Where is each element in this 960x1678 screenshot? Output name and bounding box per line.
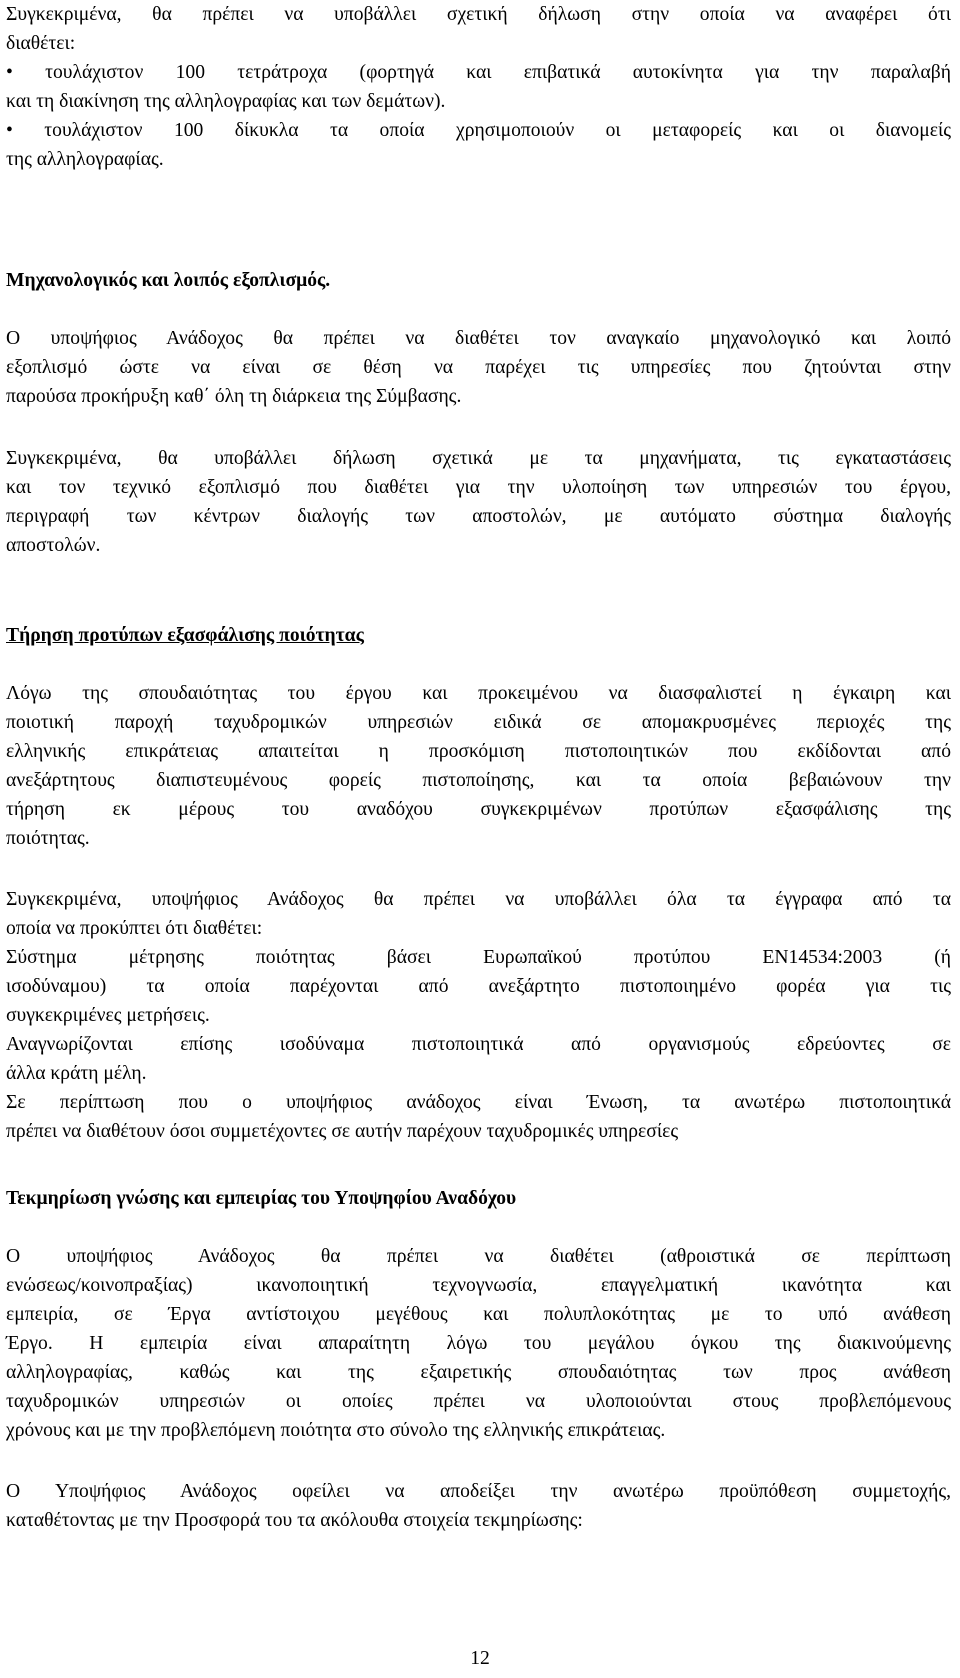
- quality-paragraph-1: [6, 679, 951, 853]
- section-heading-quality: [6, 621, 951, 650]
- text-line: περιγραφή των κέντρων διαλογής των αποστολών, με αυτόματο σύστημα διαλογής: [6, 506, 951, 527]
- bullet-item-line: και τη διακίνηση της αλληλογραφίας και των δεμάτων).: [6, 91, 446, 112]
- text-line: Ο Υποψήφιος Ανάδοχος οφείλει να αποδείξει την ανωτέρω προϋπόθεση συμμετοχής,: [6, 1481, 951, 1502]
- bullet-item-line: • τουλάχιστον 100 τετράτροχα (φορτηγά και επιβατικά αυτοκίνητα για την παραλαβή: [6, 62, 951, 83]
- text-line: εξοπλισμό ώστε να είναι σε θέση να παρέχει τις υπηρεσίες που ζητούνται στην: [6, 357, 951, 378]
- text-line: οποία να προκύπτει ότι διαθέτει:: [6, 918, 263, 939]
- text-line: Έργο. Η εμπειρία είναι απαραίτητη λόγω του μεγάλου όγκου της διακινούμενης: [6, 1333, 951, 1354]
- section-heading-experience: Τεκμηρίωση γνώσης και εμπειρίας του Υποψηφίου Αναδόχου: [6, 1188, 517, 1209]
- text-line: Ο υποψήφιος Ανάδοχος θα πρέπει να διαθέτει (αθροιστικά σε περίπτωση: [6, 1246, 951, 1267]
- text-line: ποιοτική παροχή ταχυδρομικών υπηρεσιών ειδικά σε απομακρυσμένες περιοχές της: [6, 712, 951, 733]
- text-line: ισοδύναμου) τα οποία παρέχονται από ανεξάρτητο πιστοποιημένο φορέα για τις: [6, 976, 951, 997]
- text-line: ποιότητας.: [6, 828, 90, 849]
- text-line: παρούσα προκήρυξη καθ΄ όλη τη διάρκεια της Σύμβασης.: [6, 386, 462, 407]
- equipment-paragraph-2: [6, 444, 951, 560]
- text-line: Ο υποψήφιος Ανάδοχος θα πρέπει να διαθέτει τον αναγκαίο μηχανολογικό και λοιπό: [6, 328, 951, 349]
- text-line: Σε περίπτωση που ο υποψήφιος ανάδοχος είναι Ένωση, τα ανωτέρω πιστοποιητικά: [6, 1092, 951, 1113]
- experience-paragraph-2: [6, 1477, 951, 1535]
- equipment-paragraph-1: [6, 324, 951, 411]
- bullet-item-line: της αλληλογραφίας.: [6, 149, 164, 170]
- text-line: ανεξάρτητους διαπιστευμένους φορείς πιστοποίησης, και τα οποία βεβαιώνουν την: [6, 770, 951, 791]
- text-line: Συγκεκριμένα, υποψήφιος Ανάδοχος θα πρέπει να υποβάλλει όλα τα έγγραφα από τα: [6, 889, 951, 910]
- quality-paragraph-2: [6, 885, 951, 1146]
- text-line: καταθέτοντας με την Προσφορά του τα ακόλουθα στοιχεία τεκμηρίωσης:: [6, 1510, 583, 1531]
- text-line: αποστολών.: [6, 535, 101, 556]
- text-line: Λόγω της σπουδαιότητας του έργου και προκειμένου να διασφαλιστεί η έγκαιρη και: [6, 683, 951, 704]
- text-line: συγκεκριμένες μετρήσεις.: [6, 1005, 210, 1026]
- text-line: Αναγνωρίζονται επίσης ισοδύναμα πιστοποιητικά από οργανισμούς εδρεύοντες σε: [6, 1034, 951, 1055]
- intro-paragraph: [6, 0, 951, 174]
- text-line: Συγκεκριμένα, θα πρέπει να υποβάλλει σχετική δήλωση στην οποία να αναφέρει ότι: [6, 4, 951, 25]
- heading-text: Τήρηση προτύπων εξασφάλισης ποιότητας: [6, 625, 364, 646]
- text-line: πρέπει να διαθέτουν όσοι συμμετέχοντες σε αυτήν παρέχουν ταχυδρομικές υπηρεσίες: [6, 1121, 679, 1142]
- text-line: χρόνους και με την προβλεπόμενη ποιότητα στο σύνολο της ελληνικής επικράτειας.: [6, 1420, 666, 1441]
- text-line: άλλα κράτη μέλη.: [6, 1063, 147, 1084]
- text-line: ταχυδρομικών υπηρεσιών οι οποίες πρέπει να υλοποιούνται στους προβλεπόμενους: [6, 1391, 951, 1412]
- text-line: και τον τεχνικό εξοπλισμό που διαθέτει για την υλοποίηση των υπηρεσιών του έργου,: [6, 477, 951, 498]
- text-line: τήρηση εκ μέρους του αναδόχου συγκεκριμένων προτύπων εξασφάλισης της: [6, 799, 951, 820]
- experience-paragraph-1: [6, 1242, 951, 1445]
- section-heading-equipment: Μηχανολογικός και λοιπός εξοπλισμός.: [6, 270, 331, 291]
- bullet-item-line: • τουλάχιστον 100 δίκυκλα τα οποία χρησιμοποιούν οι μεταφορείς και οι διανομείς: [6, 120, 951, 141]
- text-line: ενώσεως/κοινοπραξίας) ικανοποιητική τεχνογνωσία, επαγγελματική ικανότητα και: [6, 1275, 951, 1296]
- text-line: αλληλογραφίας, καθώς και της εξαιρετικής σπουδαιότητας των προς ανάθεση: [6, 1362, 951, 1383]
- page-number: 12: [470, 1648, 490, 1669]
- text-line: εμπειρία, σε Έργα αντίστοιχου μεγέθους και πολυπλοκότητας με το υπό ανάθεση: [6, 1304, 951, 1325]
- text-line: ελληνικής επικράτειας απαιτείται η προσκόμιση πιστοποιητικών που εκδίδονται από: [6, 741, 951, 762]
- text-line: Σύστημα μέτρησης ποιότητας βάσει Ευρωπαϊκού προτύπου ΕΝ14534:2003 (ή: [6, 947, 951, 968]
- text-line: διαθέτει:: [6, 33, 76, 54]
- text-line: Συγκεκριμένα, θα υποβάλλει δήλωση σχετικά με τα μηχανήματα, τις εγκαταστάσεις: [6, 448, 951, 469]
